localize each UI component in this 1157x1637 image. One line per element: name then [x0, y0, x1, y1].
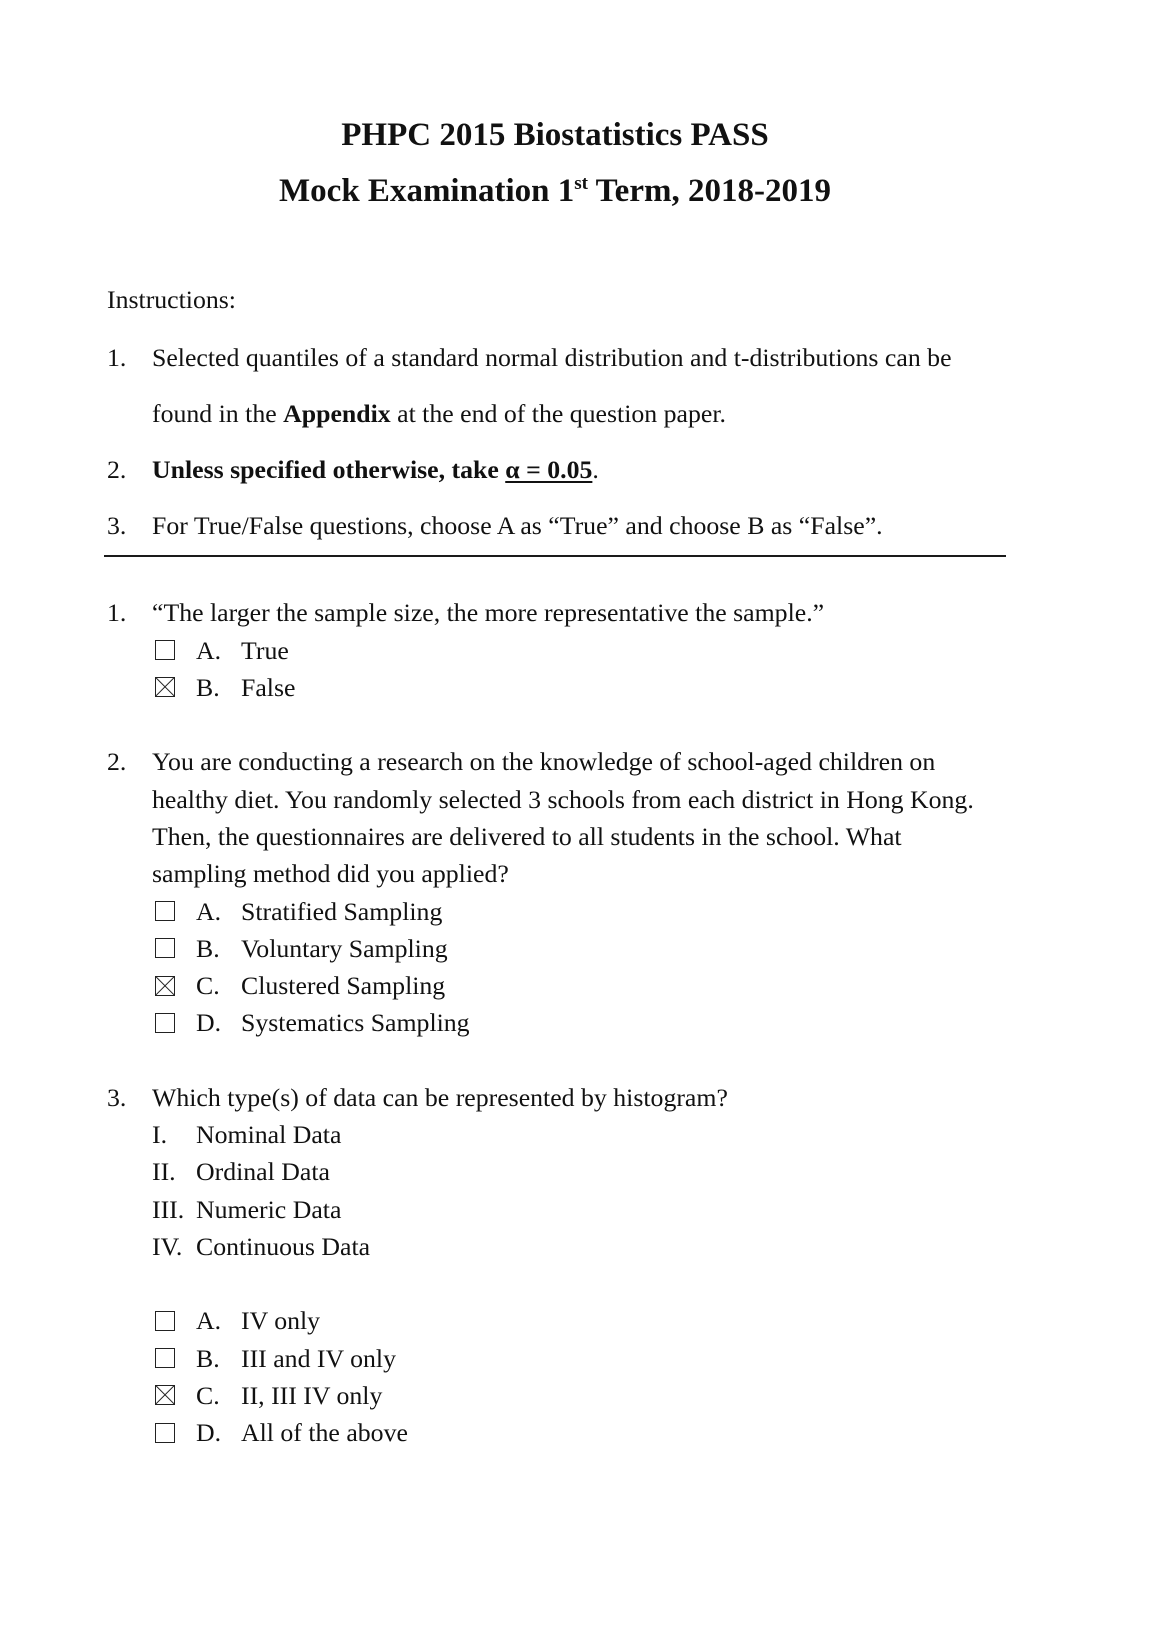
option-checkbox	[155, 1348, 175, 1368]
question-text: Then, the questionnaires are delivered to all students in the school. What	[152, 821, 902, 851]
option-letter: C.	[196, 1380, 220, 1410]
option-text: Systematics Sampling	[241, 1008, 470, 1038]
option-letter: B.	[196, 1343, 220, 1373]
question-text: “The larger the sample size, the more representative the sample.”	[152, 598, 825, 628]
statement-list	[0, 1116, 1157, 1265]
statement-text: Numeric Data	[196, 1194, 342, 1224]
exam-title: PHPC 2015 Biostatistics PASS	[341, 117, 769, 153]
instruction-line	[0, 330, 1157, 386]
instruction-item-3	[0, 498, 1157, 554]
answer-options	[0, 1302, 1157, 1451]
question-line	[0, 818, 1157, 855]
statement-item	[0, 1116, 1157, 1153]
instruction-number: 1.	[107, 343, 127, 372]
appendix-emphasis: Appendix	[283, 399, 391, 428]
option-text: III and IV only	[241, 1343, 396, 1373]
question-3	[0, 1079, 1157, 1452]
statement-item	[0, 1153, 1157, 1190]
instruction-text-part: .	[592, 455, 599, 484]
instruction-number: 2.	[107, 455, 127, 484]
option-text: Stratified Sampling	[241, 896, 443, 926]
answer-option	[0, 1377, 1157, 1414]
option-letter: A.	[196, 1306, 222, 1336]
option-checkbox	[155, 677, 175, 697]
exam-subtitle	[104, 163, 1006, 219]
option-letter: A.	[196, 635, 222, 665]
option-letter: C.	[196, 971, 220, 1001]
question-line	[0, 594, 1157, 631]
option-checkbox	[155, 901, 175, 921]
option-checkbox	[155, 976, 175, 996]
option-checkbox	[155, 1311, 175, 1331]
question-2	[0, 743, 1157, 1041]
answer-options	[0, 893, 1157, 1042]
alpha-value: α = 0.05	[505, 455, 593, 484]
exam-header	[104, 107, 1006, 219]
option-text: IV only	[241, 1306, 321, 1336]
instruction-text	[152, 442, 599, 498]
statement-numeral: IV.	[152, 1231, 183, 1261]
answer-option	[0, 1340, 1157, 1377]
answer-option	[0, 893, 1157, 930]
statement-numeral: I.	[152, 1120, 168, 1150]
question-text: Which type(s) of data can be represented by histogram?	[152, 1082, 728, 1112]
instruction-bold-text: Unless specified otherwise, take	[152, 455, 506, 484]
option-letter: B.	[196, 672, 220, 702]
instruction-line	[0, 386, 1157, 442]
question-number: 2.	[107, 747, 127, 777]
instruction-item-2	[0, 442, 1157, 498]
option-text: True	[241, 635, 289, 665]
option-text: Voluntary Sampling	[241, 933, 448, 963]
instruction-line	[0, 498, 1157, 554]
option-letter: D.	[196, 1008, 222, 1038]
instruction-text-part: at the end of the question paper.	[390, 399, 726, 428]
instruction-number: 3.	[107, 511, 127, 540]
statement-numeral: II.	[152, 1157, 176, 1187]
instruction-text: For True/False questions, choose A as “True” and choose B as “False”.	[152, 511, 883, 540]
answer-option	[0, 1414, 1157, 1451]
option-letter: A.	[196, 896, 222, 926]
answer-option	[0, 1302, 1157, 1339]
question-number: 1.	[107, 598, 127, 628]
instruction-item-1	[0, 330, 1157, 442]
instructions-heading: Instructions:	[107, 285, 236, 314]
question-number: 3.	[107, 1082, 127, 1112]
option-letter: D.	[196, 1418, 222, 1448]
ordinal-superscript: st	[574, 173, 589, 194]
option-checkbox	[155, 938, 175, 958]
section-divider	[104, 555, 1006, 557]
option-checkbox	[155, 1385, 175, 1405]
question-text: healthy diet. You randomly selected 3 schools from each district in Hong Kong.	[152, 784, 974, 814]
answer-option	[0, 1004, 1157, 1041]
question-1	[0, 594, 1157, 706]
statement-text: Ordinal Data	[196, 1157, 330, 1187]
statement-item	[0, 1228, 1157, 1265]
statement-text: Continuous Data	[196, 1231, 371, 1261]
option-text: False	[241, 672, 296, 702]
answer-option	[0, 632, 1157, 669]
option-text: All of the above	[241, 1418, 408, 1448]
answer-option	[0, 669, 1157, 706]
instruction-text	[152, 386, 726, 442]
question-line	[0, 1079, 1157, 1116]
option-checkbox	[155, 1013, 175, 1033]
question-line	[0, 781, 1157, 818]
option-text: II, III IV only	[241, 1380, 383, 1410]
statement-text: Nominal Data	[196, 1120, 342, 1150]
question-line	[0, 743, 1157, 780]
option-text: Clustered Sampling	[241, 971, 446, 1001]
instruction-text-part: found in the	[152, 399, 284, 428]
instruction-line	[0, 442, 1157, 498]
answer-option	[0, 930, 1157, 967]
statement-numeral: III.	[152, 1194, 185, 1224]
statement-item	[0, 1191, 1157, 1228]
question-text: You are conducting a research on the knowledge of school-aged children on	[152, 747, 936, 777]
subtitle-term-text: Term, 2018-2019	[588, 173, 831, 209]
question-line	[0, 855, 1157, 892]
answer-option	[0, 967, 1157, 1004]
question-text: sampling method did you applied?	[152, 859, 509, 889]
subtitle-text: Mock Examination 1	[279, 173, 575, 209]
answer-options	[0, 632, 1157, 707]
option-letter: B.	[196, 933, 220, 963]
questions-list	[0, 594, 1157, 1451]
option-checkbox	[155, 640, 175, 660]
instruction-text: Selected quantiles of a standard normal distribution and t-distributions can be	[152, 343, 952, 372]
option-checkbox	[155, 1423, 175, 1443]
instructions-list	[0, 330, 1157, 554]
